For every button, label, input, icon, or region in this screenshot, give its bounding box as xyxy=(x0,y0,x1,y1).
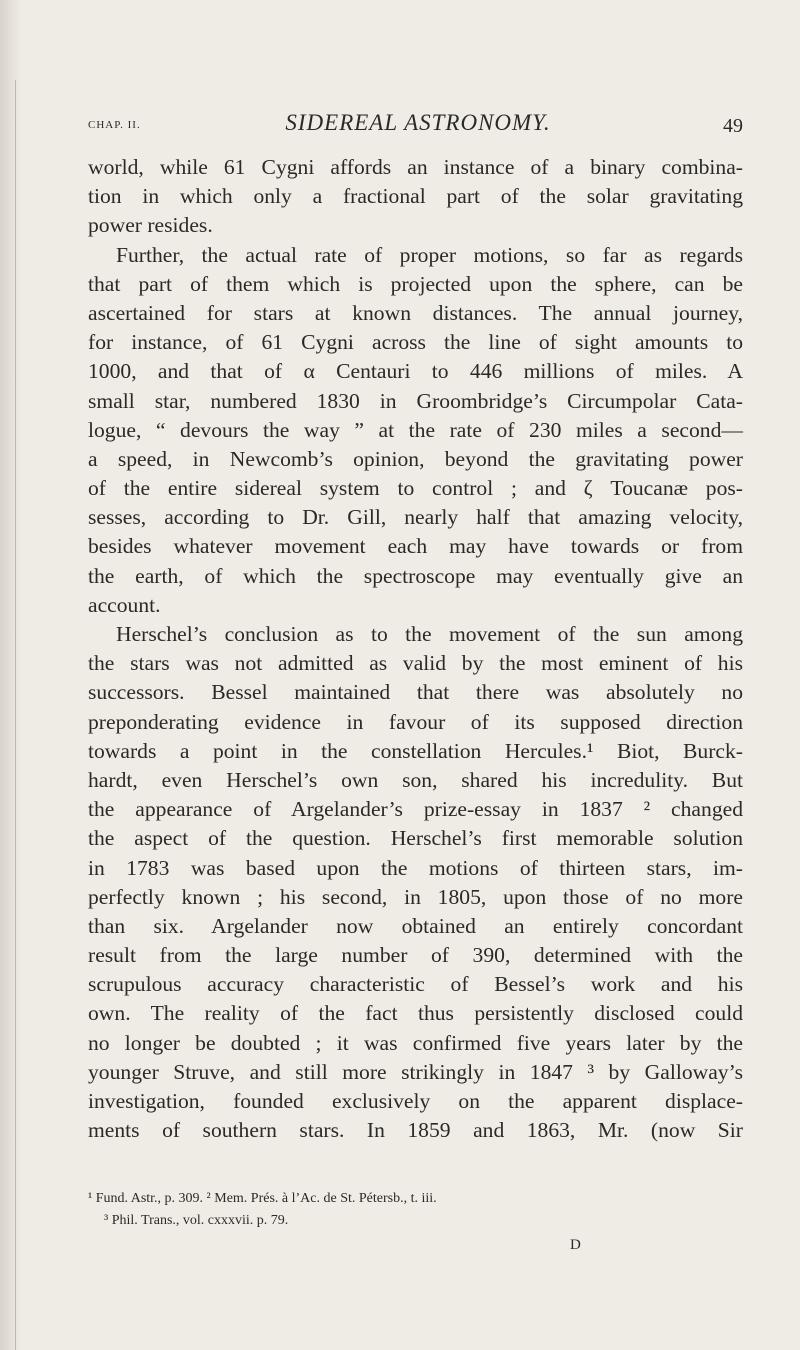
page-number: 49 xyxy=(723,115,743,137)
text-line: Herschel’s conclusion as to the movement of the sun among xyxy=(116,622,743,646)
text-line: than six. Argelander now obtained an entirely concordant xyxy=(88,913,743,938)
text-line: the appearance of Argelander’s prize-essay in 1837 ² changed xyxy=(88,797,743,822)
text-line: younger Struve, and still more strikingly in 1847 ³ by Galloway’s xyxy=(88,1059,743,1084)
text-line: ments of southern stars. In 1859 and 1863, Mr. (now Sir xyxy=(88,1118,743,1143)
text-line: world, while 61 Cygni affords an instance of a binary combina- xyxy=(88,155,743,179)
binding-edge xyxy=(15,80,16,1350)
text-line: logue, “ devours the way ” at the rate of 230 miles a second— xyxy=(88,417,743,442)
text-line: perfectly known ; his second, in 1805, upon those of no more xyxy=(88,884,743,909)
footnotes xyxy=(88,1188,743,1232)
text-line: for instance, of 61 Cygni across the line of sight amounts to xyxy=(88,330,743,355)
signature-mark: D xyxy=(570,1237,581,1253)
text-line: investigation, founded exclusively on the apparent displace- xyxy=(88,1089,743,1113)
text-line: scrupulous accuracy characteristic of Bessel’s work and his xyxy=(88,972,743,997)
text-line: besides whatever movement each may have towards or from xyxy=(88,534,743,559)
page-binding-shadow xyxy=(0,0,22,1350)
text-line: power resides. xyxy=(88,213,213,238)
text-line: that part of them which is projected upon the sphere, can be xyxy=(88,271,743,296)
text-line: hardt, even Herschel’s own son, shared his incredulity. But xyxy=(88,767,743,792)
text-line: towards a point in the constellation Hercules.¹ Biot, Burck- xyxy=(88,738,743,763)
text-line: sesses, according to Dr. Gill, nearly half that amazing velocity, xyxy=(88,505,743,530)
text-line: preponderating evidence in favour of its supposed direction xyxy=(88,709,743,734)
text-line: ascertained for stars at known distances. The annual journey, xyxy=(88,300,743,325)
text-line: a speed, in Newcomb’s opinion, beyond the gravitating power xyxy=(88,446,743,471)
text-line: the stars was not admitted as valid by the most eminent of his xyxy=(88,651,743,676)
running-title: SIDEREAL ASTRONOMY. xyxy=(285,110,551,135)
footnote-line: ¹ Fund. Astr., p. 309. ² Mem. Prés. à l’Ac. de St. Pétersb., t. iii. xyxy=(88,1191,437,1206)
text-line: 1000, and that of α Centauri to 446 millions of miles. A xyxy=(88,359,743,384)
text-line: small star, numbered 1830 in Groombridge’s Circumpolar Cata- xyxy=(88,388,743,413)
text-line: successors. Bessel maintained that there was absolutely no xyxy=(88,680,743,705)
text-line: of the entire sidereal system to control ; and ζ Toucanæ pos- xyxy=(88,476,743,501)
text-line: in 1783 was based upon the motions of thirteen stars, im- xyxy=(88,855,743,880)
text-line: no longer be doubted ; it was confirmed five years later by the xyxy=(88,1030,743,1055)
text-line: own. The reality of the fact thus persistently disclosed could xyxy=(88,1001,743,1026)
text-line: the earth, of which the spectroscope may eventually give an xyxy=(88,563,743,588)
running-header xyxy=(88,110,743,144)
text-line: result from the large number of 390, determined with the xyxy=(88,943,743,968)
footnote-line: ³ Phil. Trans., vol. cxxxvii. p. 79. xyxy=(104,1213,289,1228)
chapter-label: CHAP. II. xyxy=(88,119,141,131)
text-line: Further, the actual rate of proper motions, so far as regards xyxy=(116,242,743,267)
body-text xyxy=(88,153,743,1145)
text-line: account. xyxy=(88,592,161,617)
text-line: the aspect of the question. Herschel’s first memorable solution xyxy=(88,826,743,851)
text-line: tion in which only a fractional part of the solar gravitating xyxy=(88,184,743,209)
